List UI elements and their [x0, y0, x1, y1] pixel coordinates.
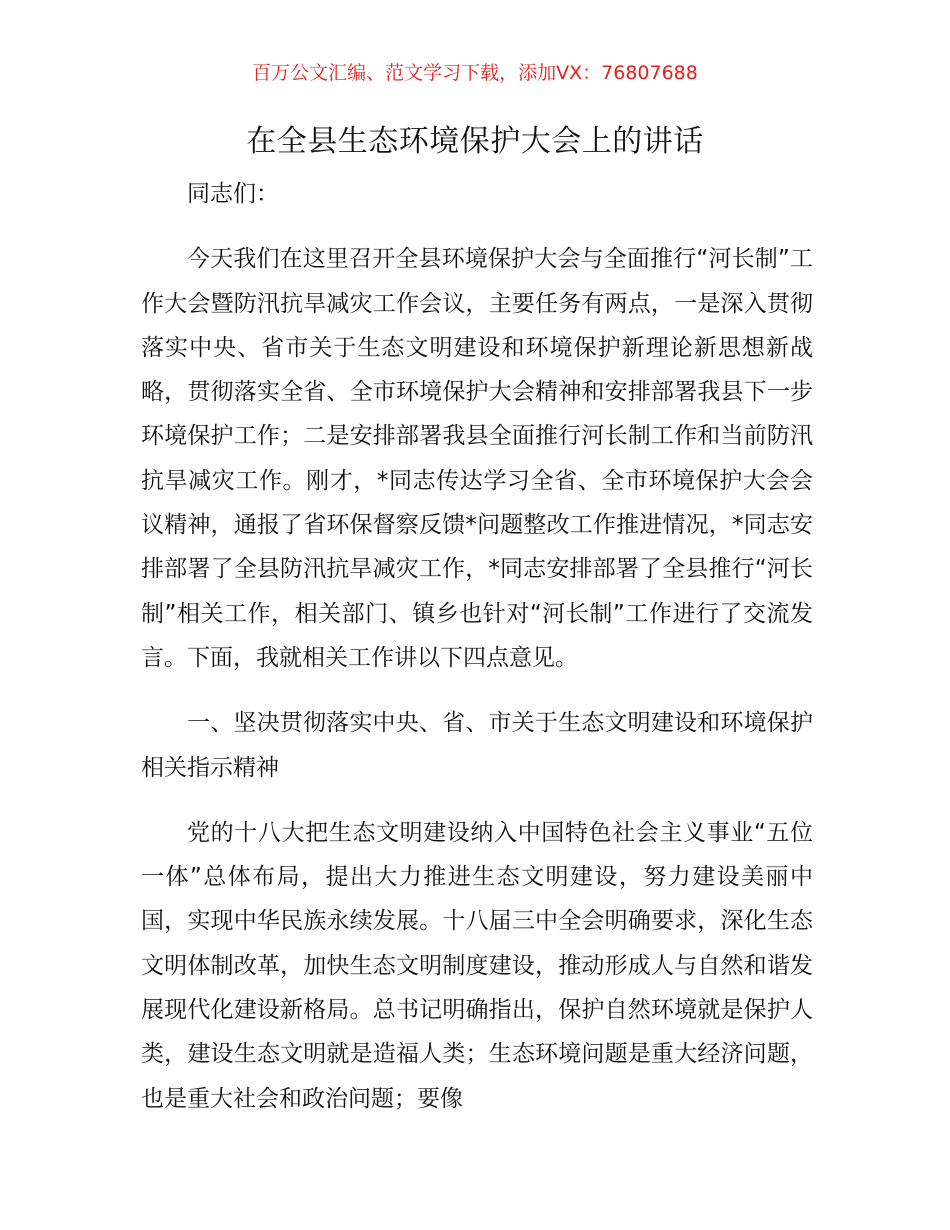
section-heading: 一、坚决贯彻落实中央、省、市关于生态文明建设和环境保护相关指示精神 — [141, 710, 813, 781]
page-title: 在全县生态环境保护大会上的讲话 — [246, 124, 704, 159]
paragraph: 今天我们在这里召开全县环境保护大会与全面推行“河长制”工作大会暨防汛抗旱减灾工作会议，主要任务有两点，一是深入贯彻落实中央、省市关于生态文明建设和环境保护新理论新思想新战略，贯彻落实全省、全市环境保护大会精神和安排部署我县下一步环境保护工作；二是安排部署我县全面推行河长制工作和当前防汛抗旱减灾工作。刚才，*同志传达学习全省、全市环境保护大会会议精神，通报了省环保督察反馈*问题整改工作推进情况，*同志安排部署了全县防汛抗旱减灾工作，*同志安排部署了全县推行“河长制”相关工作，相关部门、镇乡也针对“河长制”工作进行了交流发言。下面，我就相关工作讲以下四点意见。 — [141, 246, 813, 671]
document-body — [141, 172, 813, 1142]
paragraph: 党的十八大把生态文明建设纳入中国特色社会主义事业“五位一体”总体布局，提出大力推进生态文明建设，努力建设美丽中国，实现中华民族永续发展。十八届三中全会明确要求，深化生态文明体制改革，加快生态文明制度建设，推动形成人与自然和谐发展现代化建设新格局。总书记明确指出，保护自然环境就是保护人类，建设生态文明就是造福人类；生态环境问题是重大经济问题，也是重大社会和政治问题；要像 — [141, 819, 813, 1112]
header-note: 百万公文汇编、范文学习下载，添加VX：76807688 — [252, 62, 698, 84]
salutation: 同志们： — [187, 181, 279, 207]
